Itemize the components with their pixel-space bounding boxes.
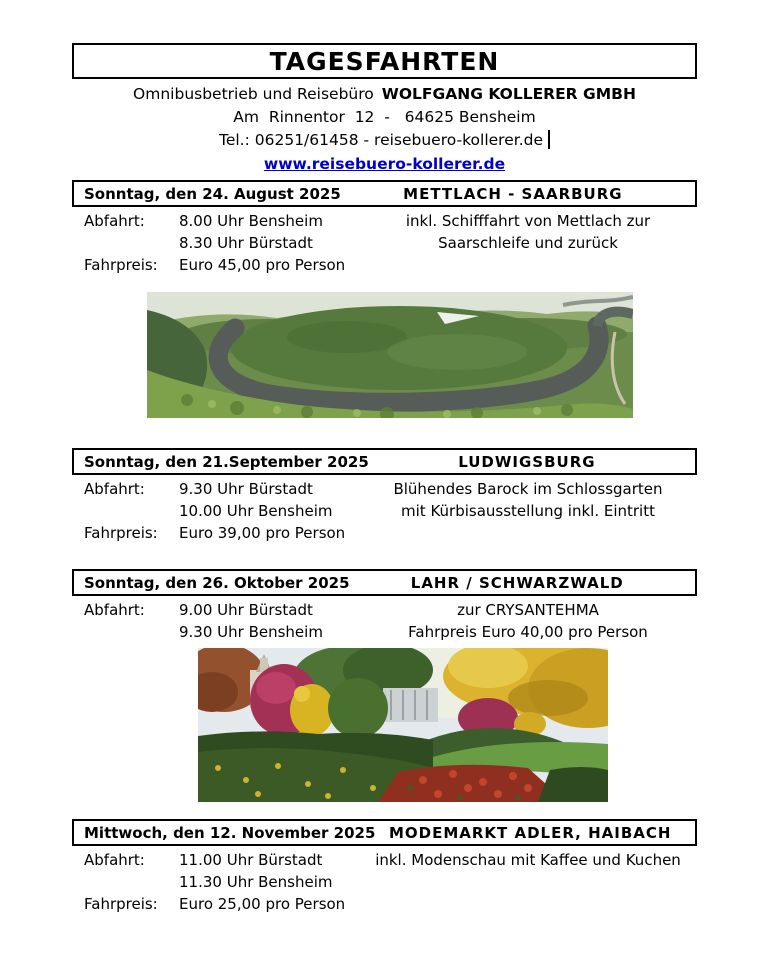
row-label: Abfahrt: xyxy=(84,480,145,498)
trip-destination: METTLACH - SAARBURG xyxy=(403,184,623,203)
trip-row xyxy=(72,478,697,500)
row-value: Euro 45,00 pro Person xyxy=(179,256,346,274)
row-label: Fahrpreis: xyxy=(84,895,158,913)
trip-section-3 xyxy=(72,569,697,802)
trip-date: Sonntag, den 26. Oktober 2025 xyxy=(84,573,350,592)
row-note xyxy=(359,522,697,544)
trip-row xyxy=(72,871,697,893)
trip-rows xyxy=(72,478,697,544)
row-value: Euro 25,00 pro Person xyxy=(179,895,346,913)
row-note: inkl. Modenschau mit Kaffee und Kuchen xyxy=(375,851,681,869)
row-label xyxy=(72,621,179,643)
row-value: 8.00 Uhr Bensheim xyxy=(179,212,323,230)
row-note: Blühendes Barock im Schlossgarten xyxy=(393,480,663,498)
website-line xyxy=(72,154,697,174)
trip-rows xyxy=(72,210,697,276)
row-value: 11.30 Uhr Bensheim xyxy=(179,873,333,891)
row-note: Saarschleife und zurück xyxy=(438,234,618,252)
trip-rows xyxy=(72,849,697,915)
row-label: Abfahrt: xyxy=(84,212,145,230)
trip-date: Sonntag, den 21.September 2025 xyxy=(84,452,369,471)
trip-destination: MODEMARKT ADLER, HAIBACH xyxy=(388,823,672,842)
saarschleife-photo xyxy=(147,292,633,418)
text-cursor-artifact xyxy=(548,130,550,149)
trip-header-3 xyxy=(72,569,697,596)
row-note: zur CRYSANTEHMA xyxy=(457,601,599,619)
row-value: 9.00 Uhr Bürstadt xyxy=(179,601,313,619)
trip-section-1 xyxy=(72,180,697,418)
trip-row xyxy=(72,621,697,643)
row-value: 11.00 Uhr Bürstadt xyxy=(179,851,323,869)
page-title: TAGESFAHRTEN xyxy=(269,46,500,76)
trip-row xyxy=(72,232,697,254)
company-prefix: Omnibusbetrieb und Reisebüro xyxy=(133,85,374,103)
flyer-content xyxy=(72,0,697,915)
trip-row xyxy=(72,210,697,232)
trip-row xyxy=(72,893,697,915)
trip-destination: LAHR / SCHWARZWALD xyxy=(410,573,624,592)
row-note xyxy=(359,871,697,893)
trip-row xyxy=(72,254,697,276)
trip-row xyxy=(72,500,697,522)
company-tel-line xyxy=(72,130,697,150)
title-box xyxy=(72,43,697,79)
row-value: 9.30 Uhr Bürstadt xyxy=(179,480,313,498)
trip-destination: LUDWIGSBURG xyxy=(458,452,596,471)
website-link[interactable]: www.reisebuero-kollerer.de xyxy=(263,155,506,173)
row-label: Abfahrt: xyxy=(84,601,145,619)
trip-section-2 xyxy=(72,448,697,544)
trip-row xyxy=(72,849,697,871)
row-note xyxy=(359,893,697,915)
row-note: inkl. Schifffahrt von Mettlach zur xyxy=(405,212,651,230)
trip-section-4 xyxy=(72,819,697,915)
row-label: Abfahrt: xyxy=(84,851,145,869)
trip-rows xyxy=(72,599,697,643)
row-label xyxy=(72,871,179,893)
tel-text: Tel.: 06251/61458 - reisebuero-kollerer.de xyxy=(219,131,543,149)
trip-header-1 xyxy=(72,180,697,207)
company-address: Am Rinnentor 12 - 64625 Bensheim xyxy=(233,108,536,126)
row-note xyxy=(359,254,697,276)
trip-header-2 xyxy=(72,448,697,475)
row-label xyxy=(72,232,179,254)
row-note: Fahrpreis Euro 40,00 pro Person xyxy=(408,623,648,641)
row-value: 8.30 Uhr Bürstadt xyxy=(179,234,313,252)
row-label: Fahrpreis: xyxy=(84,256,158,274)
trip-date: Sonntag, den 24. August 2025 xyxy=(84,184,341,203)
trip-row xyxy=(72,522,697,544)
trip-row xyxy=(72,599,697,621)
garden-photo xyxy=(198,648,608,802)
company-name: WOLFGANG KOLLERER GMBH xyxy=(381,85,636,103)
row-note: mit Kürbisausstellung inkl. Eintritt xyxy=(401,502,655,520)
row-label xyxy=(72,500,179,522)
row-label: Fahrpreis: xyxy=(84,524,158,542)
row-value: 10.00 Uhr Bensheim xyxy=(179,502,333,520)
company-line xyxy=(72,84,697,104)
row-value: Euro 39,00 pro Person xyxy=(179,524,346,542)
trip-date: Mittwoch, den 12. November 2025 xyxy=(84,823,376,842)
row-value: 9.30 Uhr Bensheim xyxy=(179,623,323,641)
trip-header-4 xyxy=(72,819,697,846)
